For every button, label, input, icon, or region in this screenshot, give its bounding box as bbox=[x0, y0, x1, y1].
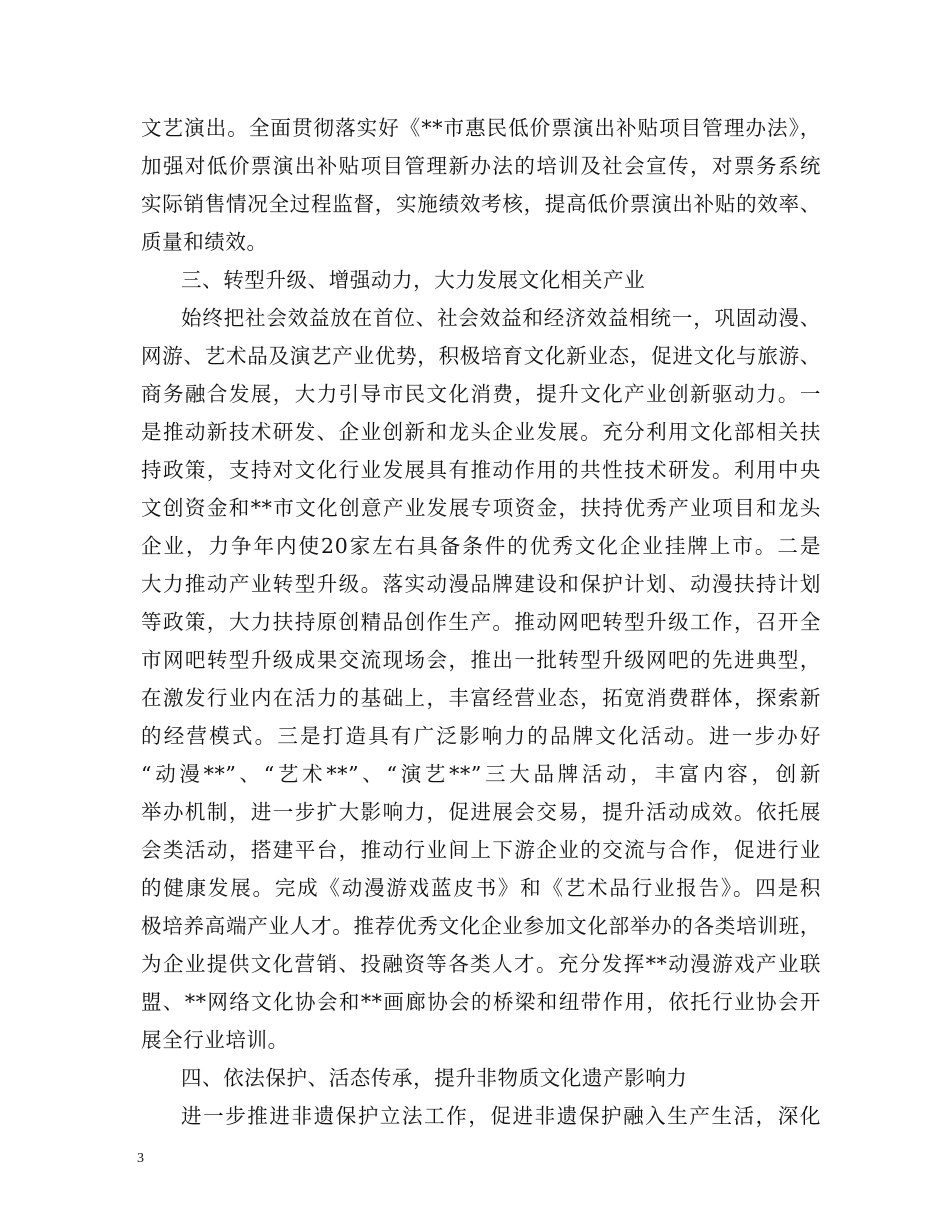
text-line: 网游、艺术品及演艺产业优势，积极培育文化新业态，促进文化与旅游、 bbox=[141, 344, 821, 368]
text-line: 文艺演出。全面贯彻落实好《**市惠民低价票演出补贴项目管理办法》， bbox=[141, 116, 821, 140]
text-line: 进一步推进非遗保护立法工作，促进非遗保护融入生产生活，深化 bbox=[181, 1104, 821, 1128]
text-line: 企业，力争年内使20家左右具备条件的优秀文化企业挂牌上市。二是 bbox=[141, 534, 821, 558]
text-line: 会类活动，搭建平台，推动行业间上下游企业的交流与合作，促进行业 bbox=[141, 838, 821, 862]
text-line: 展全行业培训。 bbox=[141, 1028, 289, 1052]
text-line: 持政策，支持对文化行业发展具有推动作用的共性技术研发。利用中央 bbox=[141, 458, 821, 482]
text-line: 市网吧转型升级成果交流现场会，推出一批转型升级网吧的先进典型， bbox=[141, 648, 821, 672]
text-line: 的健康发展。完成《动漫游戏蓝皮书》和《艺术品行业报告》。四是积 bbox=[141, 876, 821, 900]
text-line: 举办机制，进一步扩大影响力，促进展会交易，提升活动成效。依托展 bbox=[141, 800, 821, 824]
text-line: 的经营模式。三是打造具有广泛影响力的品牌文化活动。进一步办好 bbox=[141, 724, 821, 748]
text-line: 加强对低价票演出补贴项目管理新办法的培训及社会宣传，对票务系统 bbox=[141, 154, 821, 178]
text-line: 大力推动产业转型升级。落实动漫品牌建设和保护计划、动漫扶持计划 bbox=[141, 572, 821, 596]
text-line: 实际销售情况全过程监督，实施绩效考核，提高低价票演出补贴的效率、 bbox=[141, 192, 821, 216]
section-heading: 三、转型升级、增强动力，大力发展文化相关产业 bbox=[181, 268, 646, 292]
page-number: 3 bbox=[137, 1151, 144, 1166]
text-line: 在激发行业内在活力的基础上，丰富经营业态，拓宽消费群体，探索新 bbox=[141, 686, 821, 710]
text-line: 是推动新技术研发、企业创新和龙头企业发展。充分利用文化部相关扶 bbox=[141, 420, 821, 444]
text-line: 质量和绩效。 bbox=[141, 230, 268, 254]
text-line: 始终把社会效益放在首位、社会效益和经济效益相统一，巩固动漫、 bbox=[181, 306, 821, 330]
section-heading: 四、依法保护、活态传承，提升非物质文化遗产影响力 bbox=[181, 1066, 688, 1090]
text-line: 等政策，大力扶持原创精品创作生产。推动网吧转型升级工作，召开全 bbox=[141, 610, 821, 634]
text-line: 文创资金和**市文化创意产业发展专项资金，扶持优秀产业项目和龙头 bbox=[141, 496, 821, 520]
text-line: 盟、**网络文化协会和**画廊协会的桥梁和纽带作用，依托行业协会开 bbox=[141, 990, 821, 1014]
text-line: 商务融合发展，大力引导市民文化消费，提升文化产业创新驱动力。一 bbox=[141, 382, 821, 406]
text-line: 极培养高端产业人才。推荐优秀文化企业参加文化部举办的各类培训班， bbox=[141, 914, 821, 938]
text-line: 为企业提供文化营销、投融资等各类人才。充分发挥**动漫游戏产业联 bbox=[141, 952, 821, 976]
text-line: “动漫**”、“艺术**”、“演艺**”三大品牌活动，丰富内容，创新 bbox=[141, 762, 821, 786]
